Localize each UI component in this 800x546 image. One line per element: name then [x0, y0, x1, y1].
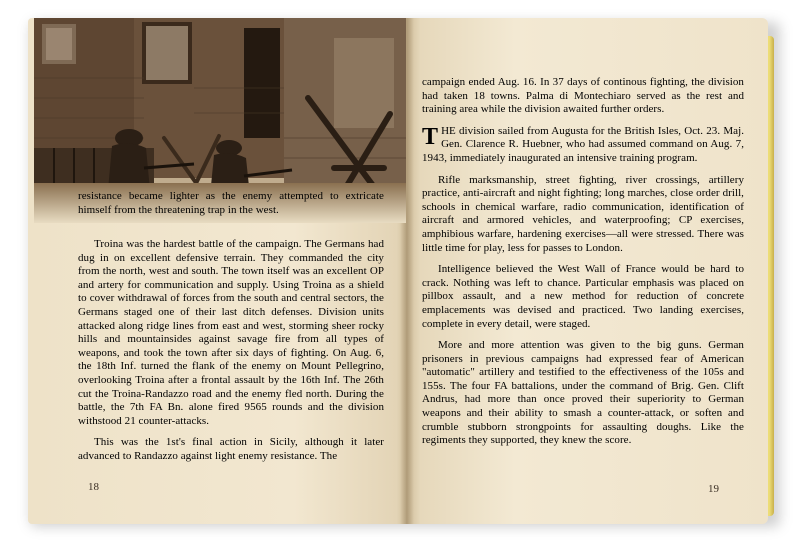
intelligence-paragraph: Intelligence believed the West Wall of France would be hard to crack. Nothing was left to chance. Particular emphasis was placed on pillbox assault, and a new method for reduction of concrete emplacements was devised and practiced. Two landing exercises, complete in every detail, were staged. [422, 263, 744, 330]
sicily-final-paragraph: This was the 1st's final action in Sicily, although it later advanced to Randazzo against light enemy resistance. The [78, 436, 384, 462]
left-continuation-paragraph: resistance became lighter as the enemy attempted to extricate himself from the threatening trap in the west. [78, 190, 384, 216]
drop-cap-letter: T [422, 123, 439, 150]
right-continuation-paragraph: campaign ended Aug. 16. In 37 days of continous fighting, the division had taken 18 towns. Palma di Montechiaro served as the rest and training area while the division awaited further orders. [422, 76, 744, 116]
page-number-left: 18 [88, 481, 99, 493]
page-number-right: 19 [708, 483, 719, 495]
left-page-body [78, 238, 384, 472]
big-guns-paragraph: More and more attention was given to the big guns. German prisoners in previous campaigns had expressed fear of American "automatic" artillery and testified to the effectiveness of the 105s and 155s. The four FA battalions, under the command of Brig. Gen. Clift Andrus, had more than once proved their superiority to German weapons and their ability to smash a counter-attack, or soften and crumble stubborn strongpoints for assaulting doughs. Like the regiments they supported, they knew the score. [422, 339, 744, 447]
division-sailed-text: HE division sailed from Augusta for the British Isles, Oct. 23. Maj. Gen. Clarence R. Huebner, who had assumed command on Aug. 7, 1943, immediately inaugurated an intensive training program. [422, 124, 744, 164]
division-sailed-paragraph [422, 125, 744, 166]
troina-paragraph: Troina was the hardest battle of the campaign. The Germans had dug in on excellent defensive terrain. They commanded the city from the north, west and south. The town itself was an excellent OP and artery for communication and supply. Using Troina as a shield to cover withdrawal of forces from the south and central sectors, the Germans staged one of their last ditch defenses. Division units attacked along ridge lines from east and west, storming sheer rocky hills and mountainsides against savage fire from all types of weapons, and took the town after six days of fighting. On Aug. 6, the 18th Inf. turned the flank of the enemy on Mount Pellegrino, overlooking Troina after a frontal assault by the 16th Inf. The 26th cut the Troina-Randazzo road and the enemy fled north. During the battle, the 7th FA Bn. alone fired 9565 rounds and the division withstood 21 counter-attacks. [78, 238, 384, 427]
training-paragraph: Rifle marksmanship, street fighting, river crossings, artillery practice, anti-aircraft and night fighting; long marches, close order drill, schools in chemical warfare, radio communication, identification of aircraft and armored vehicles, and waterproofing; CP exercises, amphibious warfare, hardening exercises—all were stressed. There was little time for play, less for passes to London. [422, 173, 744, 254]
right-page-body [422, 76, 744, 456]
left-continuation-text [78, 190, 384, 217]
